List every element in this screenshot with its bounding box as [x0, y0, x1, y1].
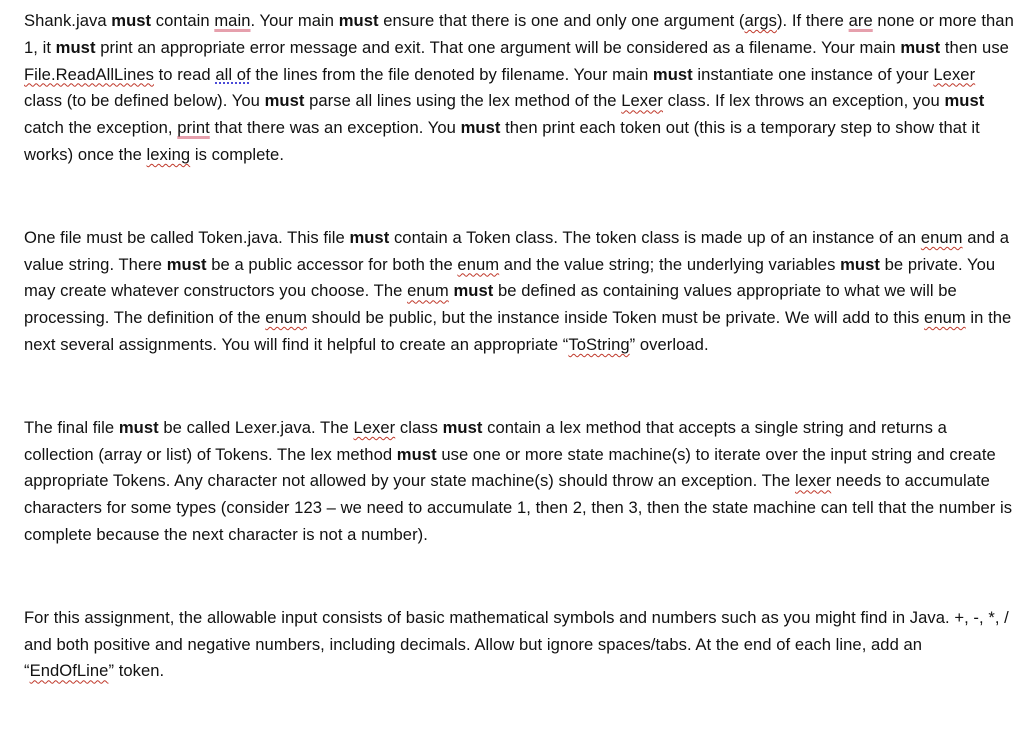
text-run: class (to be defined below). You: [24, 91, 265, 111]
bold-keyword: must: [264, 91, 305, 111]
paragraph-shank-requirements: [24, 8, 1016, 169]
grammar-flagged-phrase: all of: [215, 64, 251, 84]
text-run: . Your main: [250, 11, 339, 30]
text-run: be called Lexer.java. The: [158, 417, 354, 437]
highlighted-word: main: [214, 11, 251, 30]
bold-keyword: must: [460, 118, 501, 138]
text-run: parse all lines using the lex method of the: [304, 91, 622, 111]
text-run: and the value string; the underlying variables: [499, 254, 841, 274]
bold-keyword: must: [338, 11, 379, 30]
text-run: One file must be called Token.java. This file: [24, 227, 350, 247]
spellcheck-flagged-word: args: [744, 11, 777, 30]
bold-keyword: must: [396, 444, 437, 464]
text-run: Shank.java: [24, 11, 112, 30]
highlighted-word: are: [848, 11, 873, 30]
text-run: then print each token out (this is a temporary step to show that it works) once the: [24, 118, 980, 164]
text-run: that there was an exception. You: [209, 118, 461, 138]
paragraph-lexer-requirements: [24, 415, 1016, 549]
text-run: contain a lex method that accepts a single string and returns a collection (array or list) of Tokens. The lex method: [24, 417, 947, 464]
spellcheck-flagged-word: ToString: [568, 334, 630, 354]
spellcheck-flagged-word: enum: [265, 308, 307, 328]
spellcheck-flagged-word: enum: [457, 254, 500, 274]
bold-keyword: must: [944, 91, 985, 111]
bold-keyword: must: [118, 417, 159, 437]
text-run: instantiate one instance of your: [692, 64, 934, 84]
text-run: be defined as containing values appropriate to what we will be processing. The definition of the: [24, 281, 957, 328]
text-run: and a value string. There: [24, 227, 1009, 274]
text-run: in the next several assignments. You will find it helpful to create an appropriate “: [24, 308, 1012, 354]
text-run: For this assignment, the allowable input consists of basic mathematical symbols and numbers such as you might find in Java. +, -, *, / and both positive and negative numbers, including decimals. Allow but ignore spaces/tabs. At the end of each line, add an “: [24, 607, 1009, 681]
text-run: needs to accumulate characters for some types (consider 123 – we need to accumulate 1, then 2, then 3, then the state machine can tell that the number is complete because the next character is not a number).: [24, 471, 1013, 544]
bold-keyword: must: [453, 281, 494, 301]
text-run: ” token.: [108, 661, 165, 681]
spellcheck-flagged-word: lexer: [795, 471, 832, 491]
paragraph-allowable-input: [24, 605, 1016, 685]
text-run: contain: [151, 11, 215, 30]
spellcheck-flagged-word: enum: [407, 281, 449, 301]
text-run: use one or more state machine(s) to iterate over the input string and create appropriate Tokens. Any character not allowed by your state machine(s) should throw an exception. The: [24, 444, 996, 491]
text-run: to read: [153, 64, 216, 84]
bold-keyword: must: [840, 254, 880, 274]
text-run: ). If there: [776, 11, 849, 30]
document-body: [24, 8, 1016, 685]
text-run: catch the exception,: [24, 118, 178, 138]
spellcheck-flagged-word: Lexer: [353, 417, 396, 437]
highlighted-word: print: [177, 118, 210, 138]
text-run: contain a Token class. The token class is made up of an instance of an: [389, 227, 921, 247]
text-run: be private. You may create whatever constructors you choose. The: [24, 254, 996, 301]
text-run: should be public, but the instance inside Token must be private. We will add to this: [306, 308, 925, 328]
text-run: then use: [940, 37, 1009, 57]
text-run: class. If lex throws an exception, you: [663, 91, 945, 111]
bold-keyword: must: [900, 37, 941, 57]
bold-keyword: must: [349, 227, 390, 247]
spellcheck-flagged-word: Lexer: [621, 91, 663, 111]
bold-keyword: must: [652, 64, 693, 84]
text-run: the lines from the file denoted by filename. Your main: [250, 64, 653, 84]
spellcheck-flagged-word: lexing: [146, 144, 191, 164]
spellcheck-flagged-word: enum: [920, 227, 963, 247]
spellcheck-flagged-word: EndOfLine: [29, 661, 109, 681]
bold-keyword: must: [55, 37, 96, 57]
text-run: ” overload.: [629, 334, 709, 354]
spellcheck-flagged-word: Lexer: [933, 64, 976, 84]
bold-keyword: must: [111, 11, 152, 30]
text-run: ensure that there is one and only one argument (: [378, 11, 745, 30]
text-run: is complete.: [190, 144, 284, 164]
bold-keyword: must: [442, 417, 483, 437]
bold-keyword: must: [166, 254, 207, 274]
spellcheck-flagged-word: File.ReadAllLines: [24, 64, 154, 84]
text-run: The final file: [24, 417, 119, 437]
spellcheck-flagged-word: enum: [924, 308, 966, 328]
paragraph-token-requirements: [24, 225, 1016, 359]
text-run: class: [395, 417, 443, 437]
text-run: be a public accessor for both the: [206, 254, 458, 274]
text-run: print an appropriate error message and exit. That one argument will be considered as a filename. Your main: [95, 37, 901, 57]
text-run: none or more than 1, it: [24, 11, 1014, 57]
